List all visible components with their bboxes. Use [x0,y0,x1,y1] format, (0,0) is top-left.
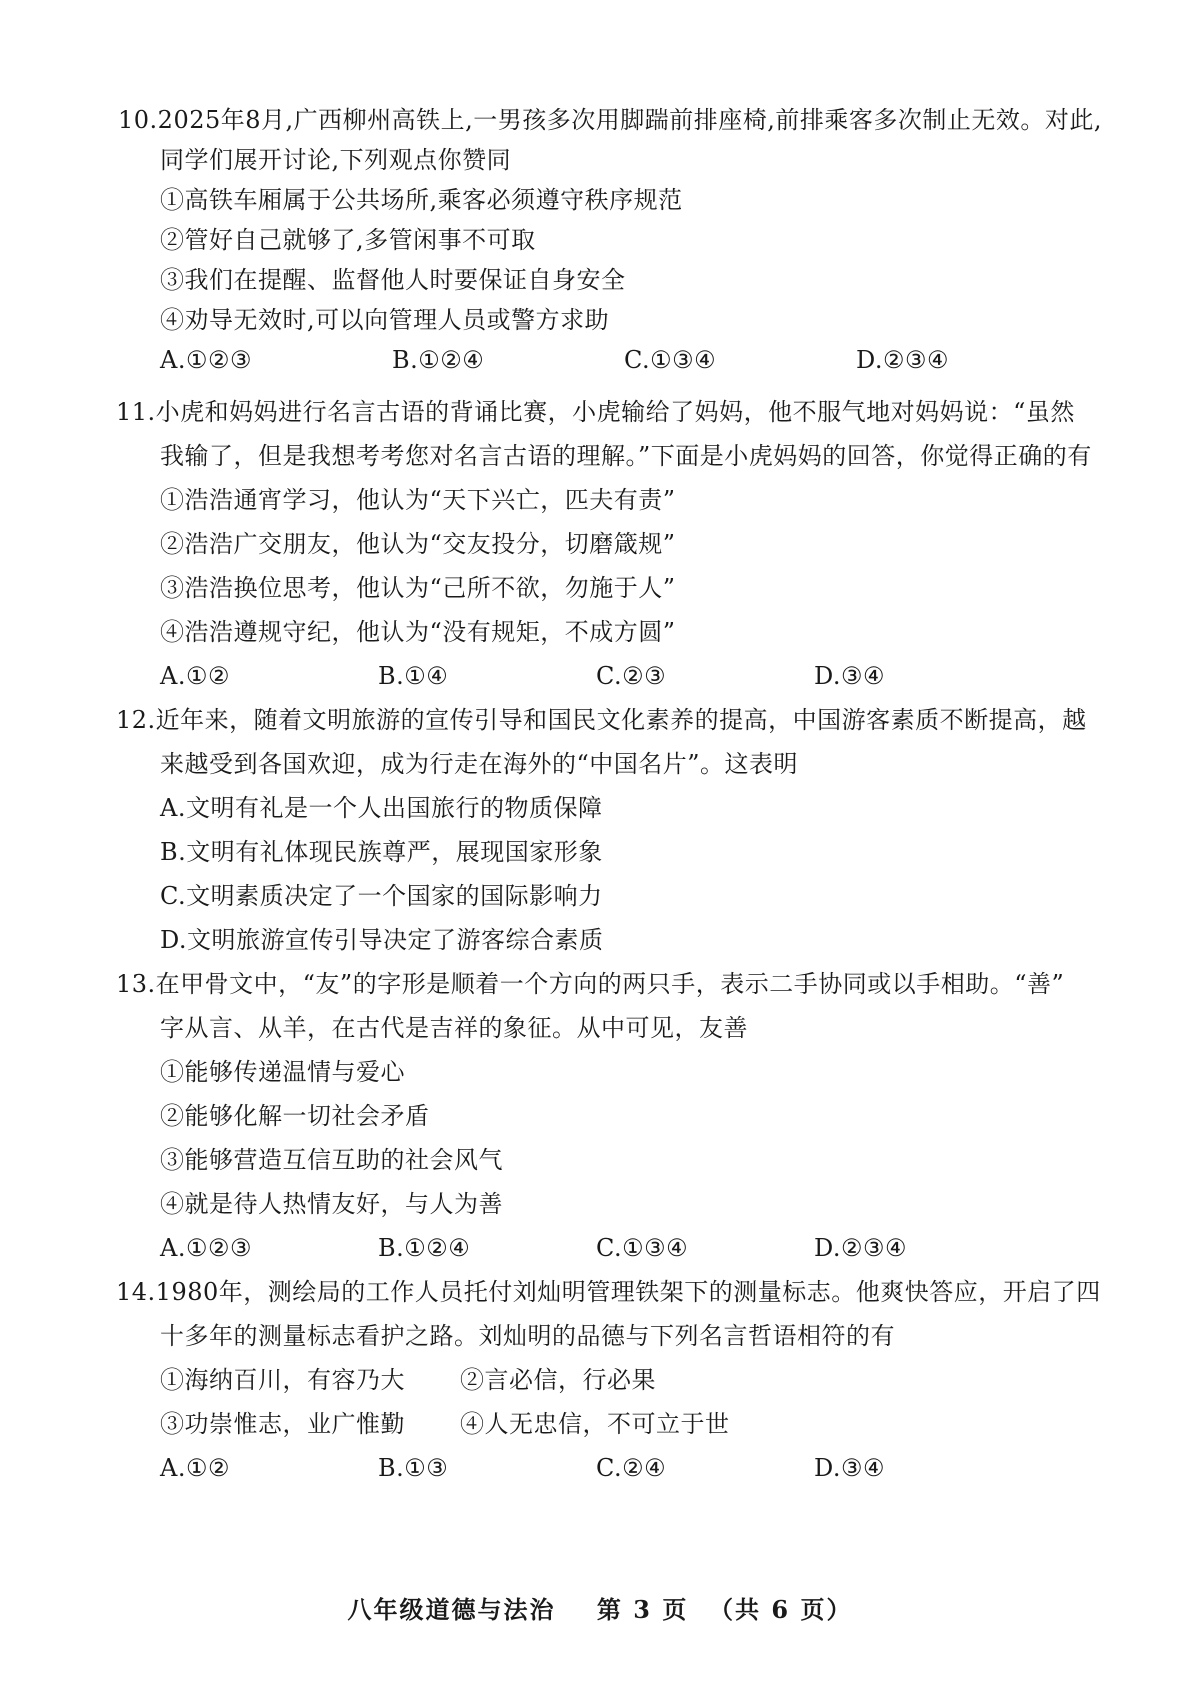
option-b: B.①②④ [392,346,485,374]
statement-pair [128,1360,1088,1400]
statement-item: ③功崇惟志，业广惟勤 [160,1410,405,1438]
option-b: B.①②④ [378,1234,471,1262]
question-stem: 10.2025年8月,广西柳州高铁上,一男孩多次用脚踹前排座椅,前排乘客多次制止无效。对此, [118,106,1103,134]
option-a: A.①②③ [160,346,253,374]
page-footer: 八年级道德与法治 第 3 页 （共 6 页） [347,1595,853,1624]
statement-item: ③我们在提醒、监督他人时要保证自身安全 [160,266,626,294]
question-stem-cont: 来越受到各国欢迎，成为行走在海外的“中国名片”。这表明 [160,750,799,778]
option-d: D.②③④ [814,1234,908,1262]
answer-options [128,1448,1088,1488]
option-a: A.①② [160,1454,230,1482]
question-stem-cont: 字从言、从羊，在古代是吉祥的象征。从中可见，友善 [160,1014,748,1042]
question-stem: 12.近年来，随着文明旅游的宣传引导和国民文化素养的提高，中国游客素质不断提高，越 [116,706,1087,734]
statement-item: ④浩浩遵规守纪，他认为“没有规矩，不成方圆” [160,618,676,646]
question-stem: 14.1980年，测绘局的工作人员托付刘灿明管理铁架下的测量标志。他爽快答应，开启了四 [116,1278,1101,1306]
option-a: A.①②③ [160,1234,253,1262]
question-stem-cont: 十多年的测量标志看护之路。刘灿明的品德与下列名言哲语相符的有 [160,1322,895,1350]
question-stem-cont: 同学们展开讨论,下列观点你赞同 [160,146,512,174]
statement-item: ③能够营造互信互助的社会风气 [160,1146,503,1174]
answer-options [128,656,1088,696]
question-10 [118,100,1103,380]
answer-options [128,1228,1088,1268]
statement-item: ④就是待人热情友好，与人为善 [160,1190,503,1218]
statement-item: ①浩浩通宵学习，他认为“天下兴亡，匹夫有责” [160,486,676,514]
option-a: A.①② [160,662,230,690]
statement-item: ①海纳百川，有容乃大 [160,1366,405,1394]
statement-item: ①能够传递温情与爱心 [160,1058,405,1086]
option-c: C.②④ [596,1454,667,1482]
choice-item: A.文明有礼是一个人出国旅行的物质保障 [160,794,603,822]
answer-options [128,340,1088,380]
option-b: B.①③ [378,1454,449,1482]
statement-item: ④人无忠信，不可立于世 [460,1410,730,1438]
option-c: C.②③ [596,662,667,690]
choice-item: C.文明素质决定了一个国家的国际影响力 [160,882,603,910]
question-14 [116,1272,1101,1488]
option-b: B.①④ [378,662,449,690]
statement-item: ①高铁车厢属于公共场所,乘客必须遵守秩序规范 [160,186,683,214]
statement-item: ②能够化解一切社会矛盾 [160,1102,430,1130]
statement-item: ②言必信，行必果 [460,1366,656,1394]
option-c: C.①③④ [596,1234,689,1262]
option-d: D.③④ [814,662,886,690]
statement-item: ②管好自己就够了,多管闲事不可取 [160,226,536,254]
question-stem: 13.在甲骨文中，“友”的字形是顺着一个方向的两只手，表示二手协同或以手相助。“善” [116,970,1065,998]
option-c: C.①③④ [624,346,717,374]
question-12 [116,700,1088,960]
choice-item: D.文明旅游宣传引导决定了游客综合素质 [160,926,604,954]
statement-item: ④劝导无效时,可以向管理人员或警方求助 [160,306,610,334]
statement-item: ③浩浩换位思考，他认为“己所不欲，勿施于人” [160,574,676,602]
question-stem-cont: 我输了，但是我想考考您对名言古语的理解。”下面是小虎妈妈的回答，你觉得正确的有 [160,442,1092,470]
option-d: D.②③④ [856,346,950,374]
option-d: D.③④ [814,1454,886,1482]
statement-pair [128,1404,1088,1444]
question-11 [116,392,1092,696]
question-stem: 11.小虎和妈妈进行名言古语的背诵比赛，小虎输给了妈妈，他不服气地对妈妈说：“虽然 [116,398,1075,426]
question-13 [116,964,1088,1268]
choice-item: B.文明有礼体现民族尊严，展现国家形象 [160,838,603,866]
statement-item: ②浩浩广交朋友，他认为“交友投分，切磨箴规” [160,530,676,558]
